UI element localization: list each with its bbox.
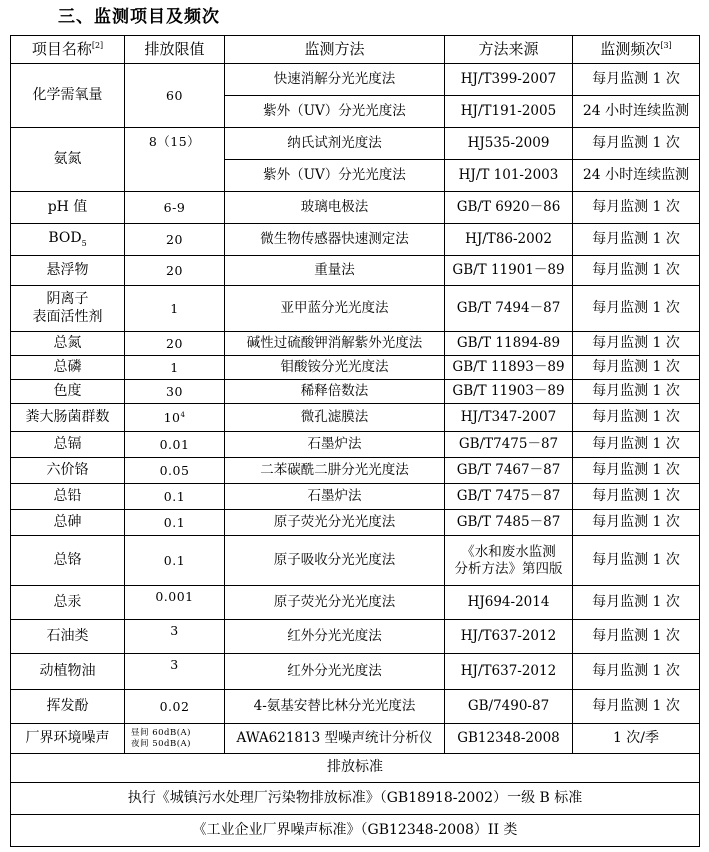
item-source: HJ/T637-2012 <box>445 620 573 654</box>
table-row <box>11 224 700 256</box>
table-row <box>11 654 700 690</box>
item-source: HJ/T347-2007 <box>445 404 573 432</box>
item-limit: 20 <box>125 332 225 356</box>
item-limit: 0.1 <box>125 510 225 536</box>
table-row <box>11 510 700 536</box>
item-method: 紫外（UV）分光光度法 <box>225 160 445 192</box>
item-limit: 3 <box>125 654 225 690</box>
item-source: HJ535-2009 <box>445 128 573 160</box>
item-limit: 20 <box>125 224 225 256</box>
item-name: 氨氮 <box>11 128 125 192</box>
item-limit: 0.001 <box>125 586 225 620</box>
item-method: 快速消解分光光度法 <box>225 64 445 96</box>
table-row <box>11 256 700 286</box>
item-name: 总铅 <box>11 484 125 510</box>
item-freq: 每月监测 1 次 <box>573 586 700 620</box>
footer-row <box>11 783 700 815</box>
item-freq: 每月监测 1 次 <box>573 380 700 404</box>
table-row <box>11 458 700 484</box>
item-name: 化学需氧量 <box>11 64 125 128</box>
item-source: GB/T 11893－89 <box>445 356 573 380</box>
item-limit: 0.02 <box>125 690 225 724</box>
item-name: 石油类 <box>11 620 125 654</box>
item-source: GB/T 11903－89 <box>445 380 573 404</box>
item-limit: 30 <box>125 380 225 404</box>
item-method: 原子荧光分光光度法 <box>225 586 445 620</box>
table-row <box>11 536 700 586</box>
item-name: pH 值 <box>11 192 125 224</box>
item-source: HJ/T86-2002 <box>445 224 573 256</box>
item-name: 粪大肠菌群数 <box>11 404 125 432</box>
item-source: HJ/T191-2005 <box>445 96 573 128</box>
item-method: 亚甲蓝分光光度法 <box>225 286 445 332</box>
section-title: 三、监测项目及频次 <box>58 7 220 27</box>
item-freq: 每月监测 1 次 <box>573 458 700 484</box>
table-header-row <box>11 36 700 64</box>
item-source: GB/T 11901－89 <box>445 256 573 286</box>
item-source: GB/T 7485－87 <box>445 510 573 536</box>
item-name: 总镉 <box>11 432 125 458</box>
item-freq: 每月监测 1 次 <box>573 192 700 224</box>
item-limit: 8（15） <box>125 128 225 192</box>
item-freq: 1 次/季 <box>573 724 700 754</box>
item-limit: 0.1 <box>125 484 225 510</box>
item-limit: 0.05 <box>125 458 225 484</box>
item-freq: 每月监测 1 次 <box>573 510 700 536</box>
item-freq: 每月监测 1 次 <box>573 286 700 332</box>
table-row <box>11 432 700 458</box>
item-freq: 每月监测 1 次 <box>573 128 700 160</box>
item-method: 二苯碳酰二肼分光光度法 <box>225 458 445 484</box>
item-method: 重量法 <box>225 256 445 286</box>
item-freq: 每月监测 1 次 <box>573 64 700 96</box>
table-row <box>11 356 700 380</box>
item-method: 石墨炉法 <box>225 484 445 510</box>
table-row <box>11 128 700 160</box>
item-source: GB/T 6920－86 <box>445 192 573 224</box>
item-name: 总砷 <box>11 510 125 536</box>
item-freq: 每月监测 1 次 <box>573 332 700 356</box>
item-source: HJ/T637-2012 <box>445 654 573 690</box>
item-name: 总汞 <box>11 586 125 620</box>
item-method: 石墨炉法 <box>225 432 445 458</box>
item-freq: 每月监测 1 次 <box>573 690 700 724</box>
item-freq: 每月监测 1 次 <box>573 356 700 380</box>
item-method: 钼酸铵分光光度法 <box>225 356 445 380</box>
item-method: 微生物传感器快速测定法 <box>225 224 445 256</box>
item-method: 碱性过硫酸钾消解紫外光度法 <box>225 332 445 356</box>
item-freq: 每月监测 1 次 <box>573 404 700 432</box>
item-freq: 24 小时连续监测 <box>573 96 700 128</box>
item-limit: 3 <box>125 620 225 654</box>
item-source: GB12348-2008 <box>445 724 573 754</box>
table-row <box>11 380 700 404</box>
footer-heading: 排放标准 <box>11 754 700 783</box>
item-source: GB/7490-87 <box>445 690 573 724</box>
item-source: GB/T7475－87 <box>445 432 573 458</box>
item-method: 红外分光光度法 <box>225 654 445 690</box>
item-freq: 每月监测 1 次 <box>573 224 700 256</box>
item-limit: 0.01 <box>125 432 225 458</box>
footer-standard-line2: 《工业企业厂界噪声标准》（GB12348-2008）II 类 <box>11 815 700 847</box>
item-source: GB/T 11894-89 <box>445 332 573 356</box>
item-method: 微孔滤膜法 <box>225 404 445 432</box>
item-limit: 6-9 <box>125 192 225 224</box>
item-method: 稀释倍数法 <box>225 380 445 404</box>
item-freq: 24 小时连续监测 <box>573 160 700 192</box>
item-freq: 每月监测 1 次 <box>573 536 700 586</box>
item-limit: 0.1 <box>125 536 225 586</box>
item-limit: 60 <box>125 64 225 128</box>
item-name: 挥发酚 <box>11 690 125 724</box>
item-limit: 1 <box>125 286 225 332</box>
table-row <box>11 64 700 96</box>
item-method: 原子吸收分光光度法 <box>225 536 445 586</box>
item-source: GB/T 7475－87 <box>445 484 573 510</box>
table-row <box>11 620 700 654</box>
header-name: 项目名称[2] <box>11 36 125 64</box>
item-method: AWA621813 型噪声统计分析仪 <box>225 724 445 754</box>
item-freq: 每月监测 1 次 <box>573 484 700 510</box>
item-limit: 昼间 60dB(A) 夜间 50dB(A) <box>125 724 225 754</box>
table-row <box>11 286 700 332</box>
table-row <box>11 332 700 356</box>
item-method: 玻璃电极法 <box>225 192 445 224</box>
item-freq: 每月监测 1 次 <box>573 620 700 654</box>
monitoring-table <box>10 35 700 847</box>
item-source: HJ/T 101-2003 <box>445 160 573 192</box>
item-source: GB/T 7467－87 <box>445 458 573 484</box>
header-method: 监测方法 <box>225 36 445 64</box>
item-name: 动植物油 <box>11 654 125 690</box>
item-freq: 每月监测 1 次 <box>573 654 700 690</box>
item-source: GB/T 7494－87 <box>445 286 573 332</box>
table-row <box>11 484 700 510</box>
item-freq: 每月监测 1 次 <box>573 256 700 286</box>
item-name: $BOD_5$ <box>11 224 125 256</box>
footer-standard-line1: 执行《城镇污水处理厂污染物排放标准》（GB18918-2002）一级 B 标准 <box>11 783 700 815</box>
item-name: 总铬 <box>11 536 125 586</box>
footer-heading-row <box>11 754 700 783</box>
item-name: 阴离子 表面活性剂 <box>11 286 125 332</box>
item-method: 纳氏试剂光度法 <box>225 128 445 160</box>
table-row <box>11 724 700 754</box>
item-source: 《水和废水监测 分析方法》第四版 <box>445 536 573 586</box>
item-source: HJ694-2014 <box>445 586 573 620</box>
item-source: HJ/T399-2007 <box>445 64 573 96</box>
item-limit: 20 <box>125 256 225 286</box>
table-row <box>11 192 700 224</box>
table-row <box>11 586 700 620</box>
table-row <box>11 404 700 432</box>
header-freq: 监测频次[3] <box>573 36 700 64</box>
item-method: 4-氨基安替比林分光光度法 <box>225 690 445 724</box>
table-row <box>11 690 700 724</box>
item-method: 紫外（UV）分光光度法 <box>225 96 445 128</box>
item-name: 总磷 <box>11 356 125 380</box>
item-name: 总氮 <box>11 332 125 356</box>
item-freq: 每月监测 1 次 <box>573 432 700 458</box>
item-name: 悬浮物 <box>11 256 125 286</box>
header-limit: 排放限值 <box>125 36 225 64</box>
item-method: 红外分光光度法 <box>225 620 445 654</box>
item-name: 厂界环境噪声 <box>11 724 125 754</box>
item-name: 六价铬 <box>11 458 125 484</box>
item-limit: 1 <box>125 356 225 380</box>
item-name: 色度 <box>11 380 125 404</box>
footer-row <box>11 815 700 847</box>
header-source: 方法来源 <box>445 36 573 64</box>
item-method: 原子荧光分光光度法 <box>225 510 445 536</box>
item-limit: $10^4$ <box>125 404 225 432</box>
